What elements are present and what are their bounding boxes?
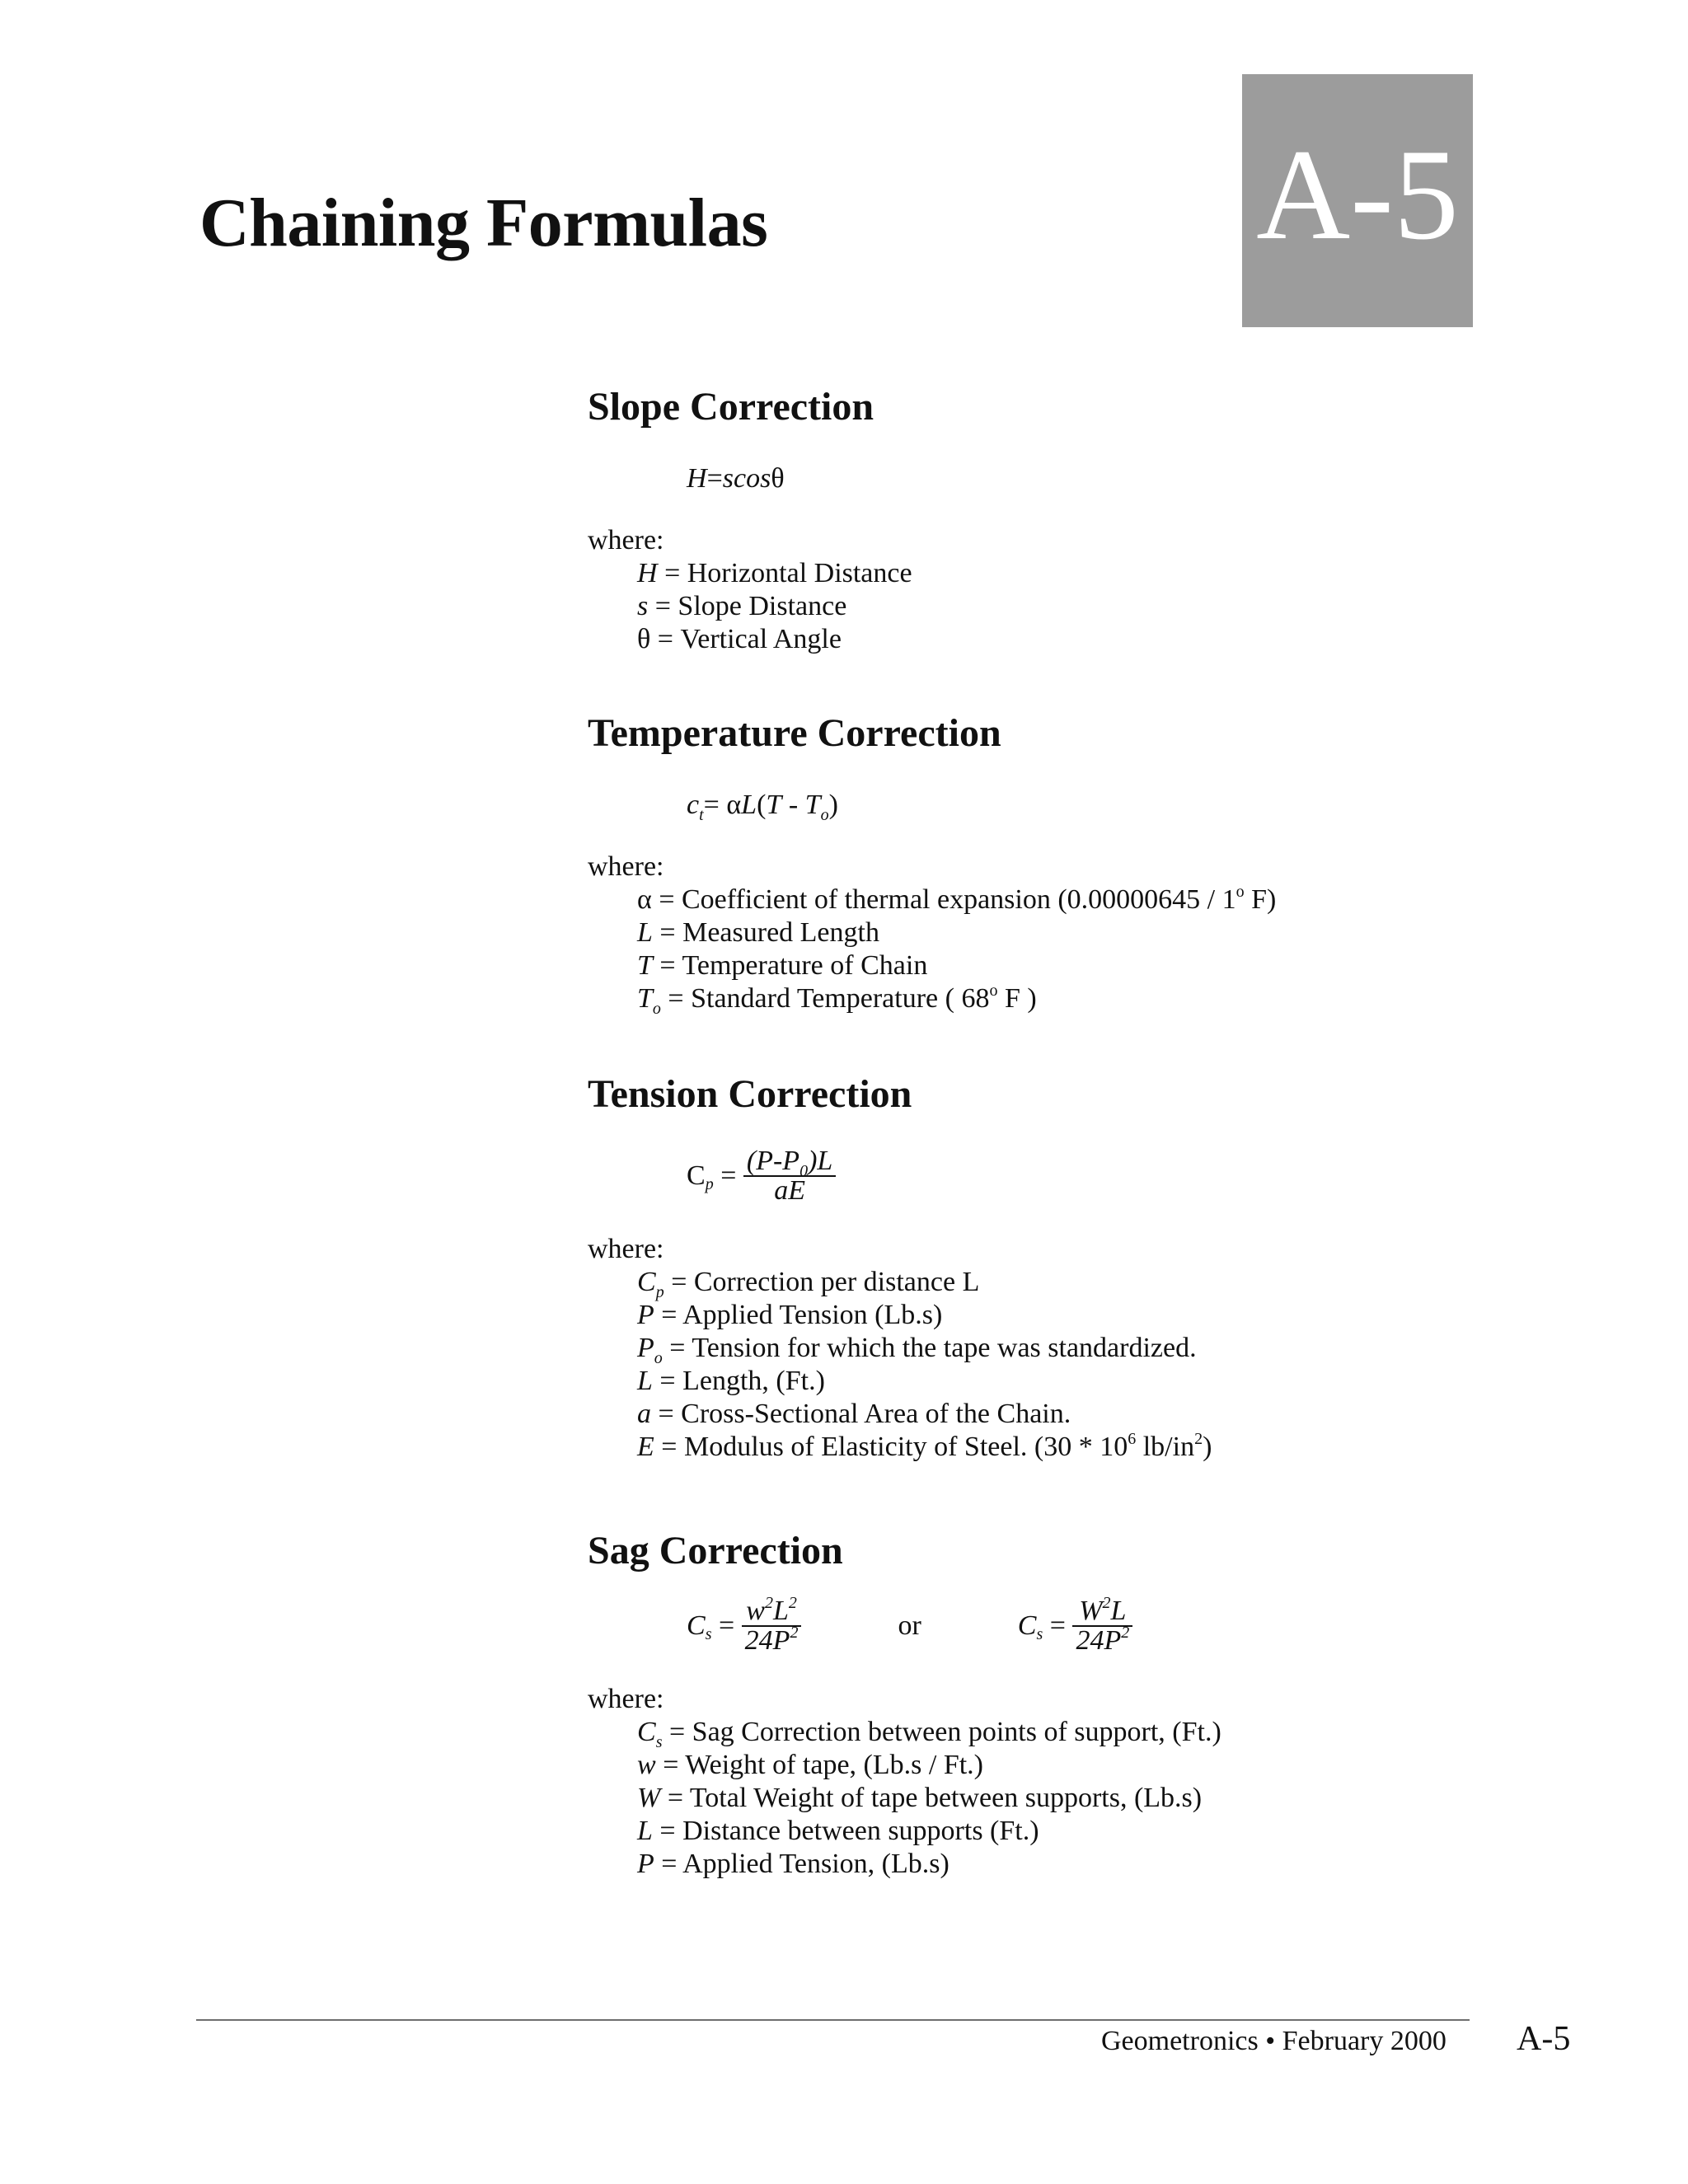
definition-list xyxy=(637,557,1618,656)
sag-formula-2: $C_s$ = $\frac{W^2L}{24P^2}$ xyxy=(1018,1609,1132,1639)
definition-item: W = Total Weight of tape between supports, (Lb.s) xyxy=(637,1783,1203,1813)
page-number: A-5 xyxy=(1517,2020,1571,2058)
definition-item: θ = Vertical Angle xyxy=(637,624,842,654)
where-label: where: xyxy=(588,1234,664,1264)
or-label: or xyxy=(898,1610,921,1641)
tension-correction-section xyxy=(588,1072,1618,1464)
definition-item: H = Horizontal Distance xyxy=(637,558,912,588)
section-heading: Slope Correction xyxy=(588,385,874,429)
definition-item: $P_o$ = Tension for which the tape was standardized. xyxy=(637,1333,1197,1367)
definition-item: P = Applied Tension, (Lb.s) xyxy=(637,1849,950,1879)
temperature-formula: $c_t= \alpha L(T - T_o)$ xyxy=(687,790,838,824)
page-title: Chaining Formulas xyxy=(199,185,768,261)
definition-item: w = Weight of tape, (Lb.s / Ft.) xyxy=(637,1750,983,1780)
definition-item: T = Temperature of Chain xyxy=(637,950,928,981)
sag-correction-section xyxy=(588,1531,1618,1881)
fraction: $\frac{W^2L}{24P^2}$ xyxy=(1072,1597,1132,1655)
definition-item: L = Length, (Ft.) xyxy=(637,1366,825,1396)
where-label: where: xyxy=(588,525,664,555)
definition-item: $C_p$ = Correction per distance L xyxy=(637,1267,980,1301)
sag-formulas xyxy=(687,1594,1618,1656)
slope-formula: H=scosθ xyxy=(687,463,785,494)
definition-item: s = Slope Distance xyxy=(637,591,847,621)
tension-formula: $C_p$ = $\frac{(P-P_0)L}{aE}$ xyxy=(687,1147,1618,1205)
temperature-correction-section xyxy=(588,711,1618,1018)
fraction: $\frac{w^2L^2}{24P^2}$ xyxy=(742,1597,802,1655)
footer-divider xyxy=(196,2019,1470,2021)
definition-item: α = Coefficient of thermal expansion (0.00000645 / 1$^o$ F) xyxy=(637,883,1277,915)
definition-list xyxy=(637,1266,1618,1464)
fraction: $\frac{(P-P_0)L}{aE}$ xyxy=(743,1147,836,1205)
definition-item: L = Distance between supports (Ft.) xyxy=(637,1816,1039,1846)
footer-text: Geometronics • February 2000 xyxy=(1101,2026,1447,2056)
section-heading: Sag Correction xyxy=(588,1529,843,1572)
definition-list xyxy=(637,1716,1618,1881)
definition-item: L = Measured Length xyxy=(637,917,879,948)
definition-list xyxy=(637,883,1618,1018)
where-label: where: xyxy=(588,1684,664,1714)
definition-item: a = Cross-Sectional Area of the Chain. xyxy=(637,1399,1071,1429)
where-label: where: xyxy=(588,851,664,882)
section-heading: Tension Correction xyxy=(588,1072,912,1116)
section-tab xyxy=(1242,74,1473,327)
definition-item: $C_s$ = Sag Correction between points of support, (Ft.) xyxy=(637,1717,1221,1751)
section-tab-label: A-5 xyxy=(1256,123,1459,267)
definition-item: E = Modulus of Elasticity of Steel. ($30 * 10^6$ $lb/in^2$) xyxy=(637,1430,1212,1462)
sag-formula-1: $C_s$ = $\frac{w^2L^2}{24P^2}$ xyxy=(687,1609,809,1639)
definition-item: P = Applied Tension (Lb.s) xyxy=(637,1300,943,1330)
section-heading: Temperature Correction xyxy=(588,711,1001,755)
definition-item: $T_o$ = Standard Temperature ( 68$^o$ F ) xyxy=(637,982,1037,1018)
slope-correction-section xyxy=(588,387,1618,656)
